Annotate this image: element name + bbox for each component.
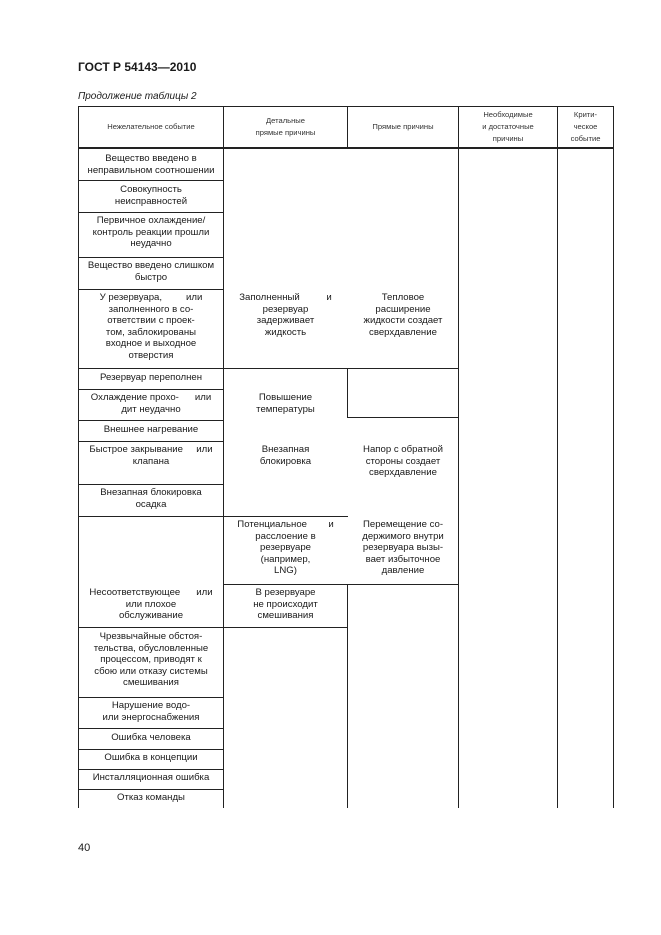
document-title: ГОСТ Р 54143—2010 xyxy=(78,60,197,74)
row-sep xyxy=(78,697,224,698)
header-necessary-causes xyxy=(459,107,557,147)
row-sep xyxy=(78,789,224,790)
cell-line: жидкость xyxy=(264,326,307,338)
cell-line: Повышение xyxy=(258,392,313,403)
box-line xyxy=(223,368,348,369)
cell-line: резервуара вызы- xyxy=(362,542,444,554)
header-direct-causes xyxy=(348,107,458,147)
cell-line: Охлаждение прохо- или xyxy=(90,392,212,403)
cell-line: Ошибка человека xyxy=(111,732,191,743)
cell-line: держимого внутри xyxy=(362,530,444,542)
header-text: и достаточные xyxy=(482,122,534,131)
col-divider-3 xyxy=(458,106,459,808)
header-text: событие xyxy=(570,134,601,143)
event-cell xyxy=(79,772,223,784)
event-cell xyxy=(79,792,223,804)
detailed-cause-cell xyxy=(224,587,347,622)
row-sep xyxy=(78,289,224,290)
box-line xyxy=(223,289,224,290)
box-line xyxy=(347,368,348,417)
cell-line: Внешнее нагревание xyxy=(103,424,199,435)
event-cell xyxy=(79,700,223,723)
direct-cause-cell xyxy=(348,444,458,479)
event-cell xyxy=(79,587,223,622)
cell-line: LNG) xyxy=(274,565,297,577)
event-cell xyxy=(79,215,223,250)
event-cell xyxy=(79,424,223,436)
cell-line: У резервуара, или xyxy=(99,292,203,303)
header-critical-event xyxy=(558,107,613,147)
cause-table xyxy=(78,106,614,808)
event-cell xyxy=(79,292,223,362)
cell-line: или плохое xyxy=(125,598,177,610)
cell-line: не происходит xyxy=(253,598,318,610)
cell-line: Совокупность xyxy=(120,184,182,195)
cell-line: Резервуар переполнен xyxy=(99,372,203,383)
header-undesired-event xyxy=(79,107,223,147)
cell-line: температуры xyxy=(256,403,315,415)
cell-line: Несоответствующее или xyxy=(89,587,213,598)
cell-line: (например, xyxy=(260,553,311,565)
cell-line: том, заблокированы xyxy=(105,326,197,338)
cell-line: Напор с обратной xyxy=(363,444,443,455)
row-sep xyxy=(78,769,224,770)
cell-line: стороны создает xyxy=(365,455,441,467)
row-sep xyxy=(78,212,224,213)
cell-line: Нарушение водо- xyxy=(111,700,191,711)
cell-line: смешивания xyxy=(257,610,314,622)
row-sep xyxy=(78,728,224,729)
header-text: ческое xyxy=(573,122,598,131)
event-cell xyxy=(79,184,223,207)
cell-line: Тепловое xyxy=(381,292,425,303)
cell-line: дит неудачно xyxy=(121,403,181,415)
cell-line: расслоение в xyxy=(255,530,316,542)
cell-line: давление xyxy=(381,565,425,577)
cell-line: расширение xyxy=(375,303,431,315)
box-line xyxy=(223,584,348,585)
event-cell xyxy=(79,392,223,415)
cell-line: резервуар xyxy=(262,303,309,315)
cell-line: Вещество введено в xyxy=(105,153,197,164)
cell-line: Отказ команды xyxy=(117,792,185,803)
cell-line: тельства, обусловленные xyxy=(93,642,209,654)
cell-line: сверхдавление xyxy=(369,326,437,338)
cell-line: контроль реакции прошли xyxy=(92,226,210,238)
header-text: Необходимые xyxy=(483,110,533,119)
cell-line: ответствии с проек- xyxy=(107,315,195,327)
cell-line: неправильном соотношении xyxy=(87,164,215,176)
cell-line: жидкости создает xyxy=(363,315,443,327)
detailed-cause-cell xyxy=(224,292,347,338)
row-sep xyxy=(78,420,224,421)
cell-line: Инсталляционная ошибка xyxy=(92,772,210,783)
cell-line: быстро xyxy=(134,271,168,283)
cell-line: Чрезвычайные обстоя- xyxy=(99,631,203,642)
cell-line: процессом, приводят к xyxy=(100,654,202,666)
col-divider-right xyxy=(613,106,614,808)
box-line xyxy=(223,516,348,517)
cell-line: Перемещение со- xyxy=(362,519,444,530)
detailed-cause-cell xyxy=(224,444,347,467)
header-text: Прямые причины xyxy=(372,122,434,131)
cell-line: Вещество введено слишком xyxy=(87,260,215,271)
cell-line: клапана xyxy=(132,455,170,467)
box-line xyxy=(347,417,459,418)
cell-line: вает избыточное xyxy=(365,553,441,565)
event-cell xyxy=(79,631,223,689)
cell-line: или энергоснабжения xyxy=(102,711,200,723)
cell-line: неудачно xyxy=(130,238,172,250)
header-detailed-causes xyxy=(224,107,347,147)
cell-line: сбою или отказу системы xyxy=(94,665,208,677)
row-sep xyxy=(78,749,224,750)
cell-line: задерживает xyxy=(256,315,315,327)
cell-line: В резервуаре xyxy=(255,587,316,598)
event-cell xyxy=(79,372,223,384)
row-sep xyxy=(78,516,224,517)
cell-line: Ошибка в концепции xyxy=(104,752,198,763)
detailed-cause-cell xyxy=(224,392,347,415)
box-line xyxy=(223,627,348,628)
header-text: причины xyxy=(492,134,524,143)
direct-cause-cell xyxy=(348,519,458,577)
cell-line: Первичное охлаждение/ xyxy=(96,215,206,226)
row-sep xyxy=(78,484,224,485)
event-cell xyxy=(79,260,223,283)
event-cell xyxy=(79,732,223,744)
cell-line: обслуживание xyxy=(118,610,184,622)
cell-line: заполненного в со- xyxy=(108,303,194,315)
header-bottom-border xyxy=(78,147,614,149)
cell-line: смешивания xyxy=(123,677,179,689)
cell-line: осадка xyxy=(135,498,167,510)
row-sep xyxy=(78,389,224,390)
direct-cause-cell xyxy=(348,292,458,338)
header-text: Нежелательное событие xyxy=(107,122,195,131)
cell-line: блокировка xyxy=(259,455,312,467)
page-number: 40 xyxy=(78,842,91,854)
cell-line: входное и выходное xyxy=(105,338,197,350)
cell-line: Заполненный и xyxy=(239,292,332,303)
cell-line: Внезапная блокировка xyxy=(100,487,202,498)
header-text: прямые причины xyxy=(255,128,316,137)
cell-line: Потенциальное и xyxy=(237,519,334,530)
header-text: Крити- xyxy=(573,110,598,119)
cell-line: неисправностей xyxy=(114,195,188,207)
detailed-cause-cell xyxy=(224,519,347,577)
row-sep xyxy=(78,180,224,181)
event-cell xyxy=(79,752,223,764)
cell-line: Внезапная xyxy=(261,444,310,455)
box-line xyxy=(347,584,348,808)
table-continuation-caption: Продолжение таблицы 2 xyxy=(78,91,197,102)
row-sep xyxy=(78,627,224,628)
col-divider-4 xyxy=(557,106,558,808)
event-cell xyxy=(79,487,223,510)
event-cell xyxy=(79,444,223,467)
row-sep xyxy=(78,368,224,369)
cell-line: Быстрое закрывание или xyxy=(89,444,213,455)
cell-line: отверстия xyxy=(128,349,174,361)
event-cell xyxy=(79,153,223,176)
row-sep xyxy=(78,257,224,258)
cell-line: резервуаре xyxy=(259,542,311,554)
box-line xyxy=(347,368,459,369)
box-line xyxy=(347,584,459,585)
cell-line: сверхдавление xyxy=(369,467,437,479)
header-text: Детальные xyxy=(266,116,305,125)
row-sep xyxy=(78,441,224,442)
